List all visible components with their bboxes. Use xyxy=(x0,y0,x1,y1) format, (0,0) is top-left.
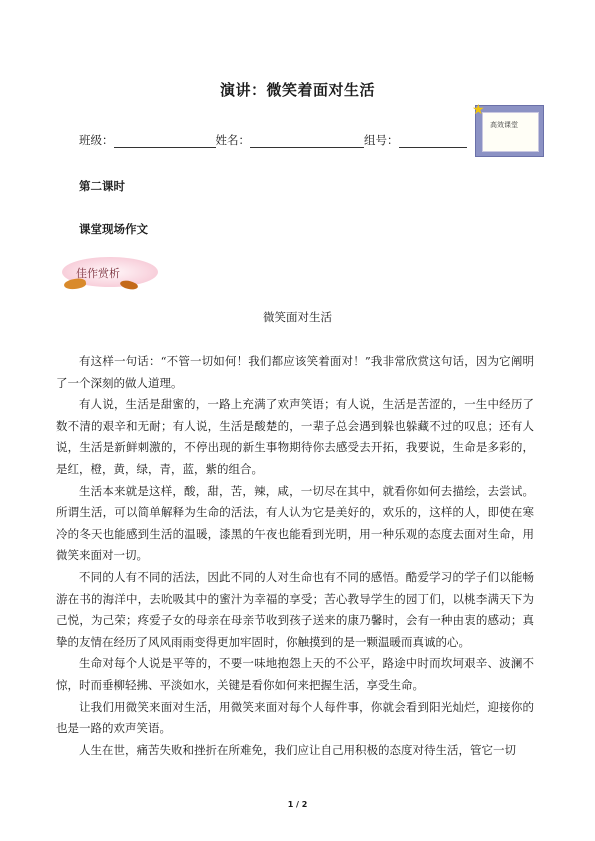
class-stamp-image xyxy=(472,102,544,157)
paragraph: 有这样一句话：“不管一切如何！我们都应该笑着面对！”我非常欣赏这句话，因为它阐明了一个深刻的做人道理。 xyxy=(56,354,534,390)
excellent-work-badge xyxy=(60,255,160,291)
student-info-row xyxy=(79,132,467,148)
badge-label: 佳作赏析 xyxy=(76,267,120,280)
paragraph: 不同的人有不同的活法，因此不同的人对生命也有不同的感悟。酷爱学习的学子们以能畅游在书的海洋中，去吮吸其中的蜜汁为幸福的享受；苦心教导学生的园丁们，以桃李满天下为己悦，为己荣；疼爱子女的母亲在母亲节收到孩子送来的康乃馨时，会有一种由衷的感动；真挚的友情在经历了风风雨雨变得更加牢固时，你触摸到的是一颗温暖而真诚的心。 xyxy=(56,569,534,649)
paragraph: 生命对每个人说是平等的，不要一味地抱怨上天的不公平，路途中时而坎坷艰辛、波澜不惊，时而垂柳轻拂、平淡如水，关键是看你如何来把握生活，享受生命。 xyxy=(56,656,534,692)
paragraph: 有人说，生活是甜蜜的，一路上充满了欢声笑语；有人说，生活是苦涩的，一生中经历了数不清的艰辛和无耐；有人说，生活是酸楚的，一辈子总会遇到躲也躲藏不过的叹息；还有人说，生活是新鲜刺激的，不停出现的新生事物期待你去感受去开拓，我要说，生命是多彩的，是红，橙，黄，绿，青，蓝，紫的组合。 xyxy=(56,397,534,476)
class-blank[interactable] xyxy=(114,135,216,148)
name-label: 姓名： xyxy=(215,133,250,147)
group-label: 组号： xyxy=(364,133,399,147)
star-icon: ★ xyxy=(472,102,485,118)
name-blank[interactable] xyxy=(250,135,364,148)
paragraph: 生活本来就是这样，酸，甜，苦，辣，咸，一切尽在其中，就看你如何去描绘，去尝试。所谓生活，可以简单解释为生命的活法，有人认为它是美好的，欢乐的，这样的人，即使在寒冷的冬天也能感到生活的温暖，漆黑的午夜也能看到光明，用一种乐观的态度去面对生命，用微笑来面对一切。 xyxy=(56,483,534,563)
group-blank[interactable] xyxy=(399,135,467,148)
paragraph: 人生在世，痛苦失败和挫折在所难免，我们应让自己用积极的态度对待生活，管它一切 xyxy=(79,742,516,757)
stamp-label: 高效课堂 xyxy=(490,121,518,129)
section-heading-lesson: 第二课时 xyxy=(79,179,125,193)
paragraph: 让我们用微笑来面对生活，用微笑来面对每个人每件事，你就会看到阳光灿烂，迎接你的也是一路的欢声笑语。 xyxy=(56,699,534,736)
class-label: 班级： xyxy=(79,133,114,147)
essay-body xyxy=(56,351,534,761)
section-heading-writing: 课堂现场作文 xyxy=(79,222,148,236)
essay-title: 微笑面对生活 xyxy=(263,310,332,324)
stamp-frame xyxy=(482,112,539,152)
document-title: 演讲：微笑着面对生活 xyxy=(219,81,375,99)
page-number: 1 / 2 xyxy=(287,800,308,809)
